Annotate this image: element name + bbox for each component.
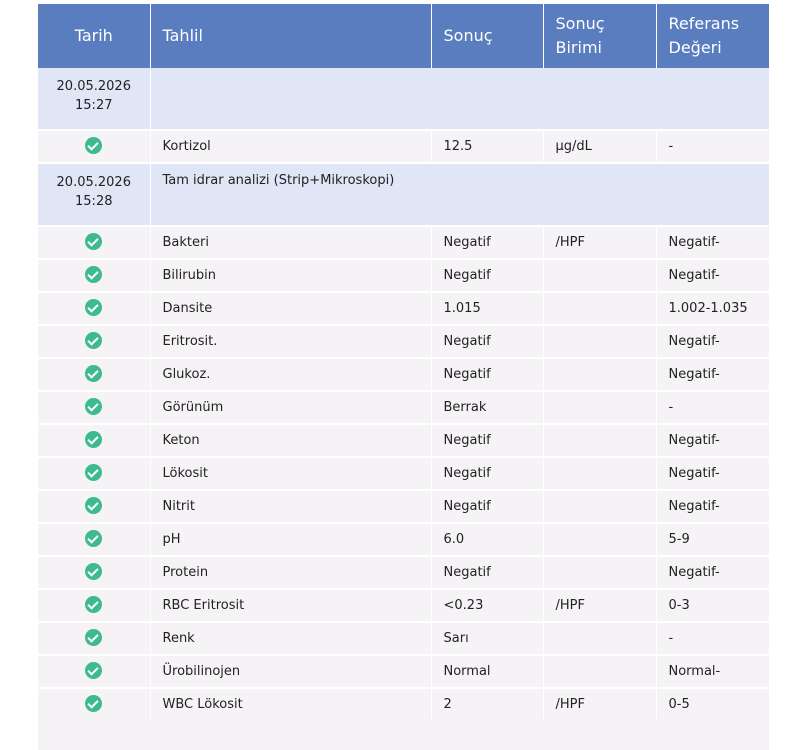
status-cell bbox=[38, 457, 150, 490]
check-circle-icon bbox=[85, 266, 102, 283]
test-name: Nitrit bbox=[150, 490, 431, 523]
test-reference: 5-9 bbox=[656, 523, 769, 556]
check-circle-icon bbox=[85, 299, 102, 316]
test-result: Negatif bbox=[431, 457, 543, 490]
table-row[interactable] bbox=[38, 523, 769, 556]
test-result: Berrak bbox=[431, 391, 543, 424]
group-row[interactable] bbox=[38, 68, 769, 130]
table-row[interactable] bbox=[38, 424, 769, 457]
test-result: <0.23 bbox=[431, 589, 543, 622]
test-unit bbox=[543, 325, 656, 358]
test-reference: Negatif- bbox=[656, 490, 769, 523]
test-unit: µg/dL bbox=[543, 130, 656, 163]
test-name: Görünüm bbox=[150, 391, 431, 424]
column-header-test: Tahlil bbox=[150, 4, 431, 68]
test-reference: - bbox=[656, 391, 769, 424]
table-row[interactable] bbox=[38, 130, 769, 163]
test-name: Ürobilinojen bbox=[150, 655, 431, 688]
check-circle-icon bbox=[85, 398, 102, 415]
test-unit bbox=[543, 655, 656, 688]
test-reference: - bbox=[656, 622, 769, 655]
test-name: WBC Lökosit bbox=[150, 688, 431, 721]
table-row[interactable] bbox=[38, 655, 769, 688]
test-unit bbox=[543, 622, 656, 655]
test-reference: Negatif- bbox=[656, 556, 769, 589]
check-circle-icon bbox=[85, 530, 102, 547]
status-cell bbox=[38, 556, 150, 589]
table-body bbox=[38, 68, 769, 721]
test-name: pH bbox=[150, 523, 431, 556]
column-header-reference bbox=[656, 4, 769, 68]
status-cell bbox=[38, 523, 150, 556]
table-footer-band bbox=[38, 719, 769, 750]
test-reference: Normal- bbox=[656, 655, 769, 688]
test-unit: /HPF bbox=[543, 589, 656, 622]
check-circle-icon bbox=[85, 497, 102, 514]
check-circle-icon bbox=[85, 431, 102, 448]
table-row[interactable] bbox=[38, 589, 769, 622]
test-unit bbox=[543, 556, 656, 589]
test-unit bbox=[543, 523, 656, 556]
group-time: 15:28 bbox=[75, 194, 113, 209]
group-datetime bbox=[38, 68, 150, 130]
group-datetime bbox=[38, 163, 150, 226]
check-circle-icon bbox=[85, 332, 102, 349]
test-unit: /HPF bbox=[543, 688, 656, 721]
test-name: Glukoz. bbox=[150, 358, 431, 391]
group-title bbox=[150, 68, 769, 130]
status-cell bbox=[38, 622, 150, 655]
column-header-unit-line1: Sonuç bbox=[555, 14, 605, 33]
test-result: 12.5 bbox=[431, 130, 543, 163]
table-row[interactable] bbox=[38, 259, 769, 292]
table-row[interactable] bbox=[38, 391, 769, 424]
status-cell bbox=[38, 259, 150, 292]
status-cell bbox=[38, 325, 150, 358]
table-row[interactable] bbox=[38, 688, 769, 721]
test-name: Renk bbox=[150, 622, 431, 655]
column-header-date: Tarih bbox=[38, 4, 150, 68]
table-row[interactable] bbox=[38, 226, 769, 259]
test-unit bbox=[543, 424, 656, 457]
column-header-unit bbox=[543, 4, 656, 68]
lab-results-panel bbox=[38, 4, 769, 722]
check-circle-icon bbox=[85, 596, 102, 613]
test-result: Negatif bbox=[431, 358, 543, 391]
status-cell bbox=[38, 424, 150, 457]
table-row[interactable] bbox=[38, 457, 769, 490]
check-circle-icon bbox=[85, 464, 102, 481]
table-row[interactable] bbox=[38, 490, 769, 523]
status-cell bbox=[38, 358, 150, 391]
test-result: Negatif bbox=[431, 424, 543, 457]
test-name: Dansite bbox=[150, 292, 431, 325]
test-unit: /HPF bbox=[543, 226, 656, 259]
check-circle-icon bbox=[85, 662, 102, 679]
test-reference: 0-5 bbox=[656, 688, 769, 721]
group-title: Tam idrar analizi (Strip+Mikroskopi) bbox=[150, 163, 769, 226]
test-name: RBC Eritrosit bbox=[150, 589, 431, 622]
test-unit bbox=[543, 358, 656, 391]
status-cell bbox=[38, 688, 150, 721]
test-reference: Negatif- bbox=[656, 259, 769, 292]
status-cell bbox=[38, 292, 150, 325]
test-name: Eritrosit. bbox=[150, 325, 431, 358]
test-result: 6.0 bbox=[431, 523, 543, 556]
test-unit bbox=[543, 292, 656, 325]
test-name: Kortizol bbox=[150, 130, 431, 163]
test-result: 1.015 bbox=[431, 292, 543, 325]
check-circle-icon bbox=[85, 137, 102, 154]
status-cell bbox=[38, 490, 150, 523]
test-result: 2 bbox=[431, 688, 543, 721]
status-cell bbox=[38, 655, 150, 688]
test-reference: Negatif- bbox=[656, 325, 769, 358]
check-circle-icon bbox=[85, 233, 102, 250]
column-header-result: Sonuç bbox=[431, 4, 543, 68]
test-result: Negatif bbox=[431, 490, 543, 523]
status-cell bbox=[38, 226, 150, 259]
table-row[interactable] bbox=[38, 556, 769, 589]
test-unit bbox=[543, 490, 656, 523]
lab-results-table bbox=[38, 4, 769, 722]
test-unit bbox=[543, 457, 656, 490]
table-row[interactable] bbox=[38, 358, 769, 391]
test-name: Lökosit bbox=[150, 457, 431, 490]
test-reference: Negatif- bbox=[656, 226, 769, 259]
test-reference: Negatif- bbox=[656, 424, 769, 457]
column-header-unit-line2: Birimi bbox=[555, 38, 602, 57]
group-time: 15:27 bbox=[75, 98, 113, 113]
check-circle-icon bbox=[85, 629, 102, 646]
column-header-reference-line2: Değeri bbox=[668, 38, 722, 57]
test-result: Negatif bbox=[431, 556, 543, 589]
status-cell bbox=[38, 391, 150, 424]
test-name: Bakteri bbox=[150, 226, 431, 259]
test-result: Normal bbox=[431, 655, 543, 688]
check-circle-icon bbox=[85, 365, 102, 382]
test-unit bbox=[543, 391, 656, 424]
test-name: Protein bbox=[150, 556, 431, 589]
table-row[interactable] bbox=[38, 325, 769, 358]
test-reference: - bbox=[656, 130, 769, 163]
group-row[interactable] bbox=[38, 163, 769, 226]
test-reference: 1.002-1.035 bbox=[656, 292, 769, 325]
status-cell bbox=[38, 130, 150, 163]
test-unit bbox=[543, 259, 656, 292]
test-name: Keton bbox=[150, 424, 431, 457]
table-row[interactable] bbox=[38, 622, 769, 655]
check-circle-icon bbox=[85, 563, 102, 580]
status-cell bbox=[38, 589, 150, 622]
table-header bbox=[38, 4, 769, 68]
test-result: Negatif bbox=[431, 325, 543, 358]
test-reference: Negatif- bbox=[656, 358, 769, 391]
group-date: 20.05.2026 bbox=[56, 175, 131, 190]
test-reference: 0-3 bbox=[656, 589, 769, 622]
test-reference: Negatif- bbox=[656, 457, 769, 490]
test-result: Sarı bbox=[431, 622, 543, 655]
column-header-reference-line1: Referans bbox=[668, 14, 740, 33]
test-result: Negatif bbox=[431, 259, 543, 292]
test-name: Bilirubin bbox=[150, 259, 431, 292]
group-date: 20.05.2026 bbox=[56, 79, 131, 94]
check-circle-icon bbox=[85, 695, 102, 712]
table-row[interactable] bbox=[38, 292, 769, 325]
test-result: Negatif bbox=[431, 226, 543, 259]
